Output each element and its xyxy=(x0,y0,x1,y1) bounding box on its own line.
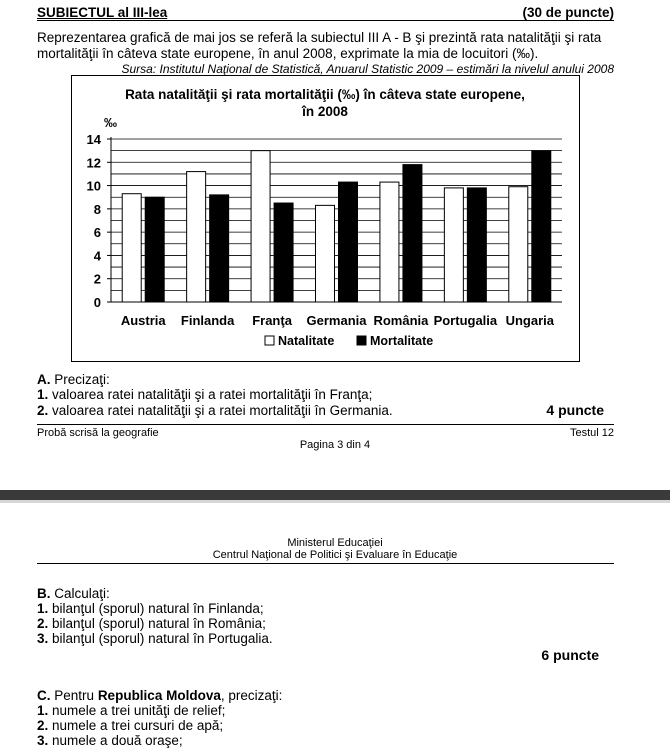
bar-mortalitate-4 xyxy=(403,165,422,302)
bar-natalitate-2 xyxy=(251,151,270,302)
question-c-label: C. xyxy=(37,688,51,703)
page2-header-rule xyxy=(37,563,614,564)
question-c xyxy=(37,688,282,703)
question-a-intro: Precizaţi: xyxy=(54,372,110,387)
item-text: valoarea ratei natalităţii şi a ratei mortalităţii în Franţa; xyxy=(52,387,373,402)
question-a-label: A. xyxy=(37,372,51,387)
item-number: 2. xyxy=(37,616,49,631)
x-tick-label: Ungaria xyxy=(505,313,554,328)
x-tick-label: Finlanda xyxy=(180,313,235,328)
header-rule xyxy=(37,20,614,21)
question-b-item xyxy=(37,631,273,646)
item-text: numele a două oraşe; xyxy=(52,733,183,748)
question-b-item xyxy=(37,601,264,616)
points-total: (30 de puncte) xyxy=(522,5,614,20)
question-b-points: 6 puncte xyxy=(541,647,599,663)
footer-test: Testul 12 xyxy=(569,427,614,439)
bar-natalitate-1 xyxy=(187,172,206,302)
question-a-item xyxy=(37,387,372,402)
bar-mortalitate-0 xyxy=(145,197,164,302)
question-a-item xyxy=(37,403,393,418)
y-tick-label: 14 xyxy=(86,132,101,147)
item-number: 3. xyxy=(37,631,49,646)
y-tick-label: 4 xyxy=(93,248,101,264)
legend-swatch-natalitate xyxy=(265,336,274,345)
y-tick-label: 12 xyxy=(86,155,101,171)
footer-rule xyxy=(37,424,614,425)
question-b xyxy=(37,586,110,601)
question-b-intro: Calculaţi: xyxy=(54,586,110,601)
bar-natalitate-6 xyxy=(509,187,528,302)
legend-label-natalitate: Natalitate xyxy=(278,334,335,348)
legend-swatch-mortalitate xyxy=(357,336,366,345)
page-number: Pagina 3 din 4 xyxy=(299,439,371,451)
footer-exam: Probă scrisă la geografie xyxy=(37,427,159,439)
bar-mortalitate-3 xyxy=(339,182,358,302)
y-axis-label: ‰ xyxy=(104,115,117,130)
item-number: 3. xyxy=(37,733,49,748)
question-b-item xyxy=(37,616,266,631)
item-number: 2. xyxy=(37,403,49,418)
question-c-item xyxy=(37,718,223,733)
item-number: 1. xyxy=(37,387,49,402)
bar-mortalitate-6 xyxy=(532,151,551,302)
y-tick-label: 2 xyxy=(93,271,101,287)
legend-label-mortalitate: Mortalitate xyxy=(370,334,434,348)
bar-natalitate-4 xyxy=(380,182,399,302)
item-text: bilanţul (sporul) natural în Portugalia. xyxy=(52,631,273,646)
center-header: Centrul Naţional de Politici şi Evaluare în Educaţie xyxy=(212,549,458,561)
question-a xyxy=(37,372,110,387)
question-c-intro: Pentru xyxy=(54,688,95,703)
bar-mortalitate-2 xyxy=(274,203,293,302)
item-text: numele a trei unităţi de relief; xyxy=(52,703,226,718)
bar-chart xyxy=(71,75,580,362)
x-tick-label: România xyxy=(373,313,429,328)
x-tick-label: Portugalia xyxy=(433,313,498,328)
chart-title: Rata natalităţii şi rata mortalităţii (‰) în câteva state europene, xyxy=(125,87,525,102)
y-tick-label: 6 xyxy=(93,225,101,241)
y-tick-label: 0 xyxy=(93,295,101,310)
item-text: bilanţul (sporul) natural în Finlanda; xyxy=(52,601,264,616)
question-c-item xyxy=(37,703,225,718)
bar-natalitate-0 xyxy=(122,194,141,302)
bar-natalitate-5 xyxy=(444,188,463,302)
item-number: 1. xyxy=(37,601,49,616)
bar-mortalitate-1 xyxy=(210,195,229,302)
item-number: 2. xyxy=(37,718,49,733)
x-tick-label: Germania xyxy=(306,313,367,328)
item-text: numele a trei cursuri de apă; xyxy=(52,718,224,733)
x-tick-label: Austria xyxy=(120,313,166,328)
question-c-intro-end: , precizaţi: xyxy=(220,688,283,703)
ministry-header: Ministerul Educaţiei xyxy=(287,537,383,549)
x-tick-label: Franţa xyxy=(252,313,292,328)
item-text: valoarea ratei natalităţii şi a ratei mortalităţii în Germania. xyxy=(52,403,393,418)
bar-mortalitate-5 xyxy=(467,188,486,302)
question-c-country: Republica Moldova xyxy=(97,688,221,703)
question-c-item xyxy=(37,733,183,748)
intro-line-2: mortalităţii în câteva state europene, în anul 2008, exprimate la mia de locuitori (‰). xyxy=(37,46,539,61)
bar-natalitate-3 xyxy=(316,205,335,302)
question-b-label: B. xyxy=(37,586,51,601)
intro-line-1: Reprezentarea grafică de mai jos se referă la subiectul III A - B şi prezintă rata natalităţii şi rata xyxy=(37,30,602,45)
item-text: bilanţul (sporul) natural în România; xyxy=(52,616,266,631)
item-number: 1. xyxy=(37,703,49,718)
chart-title-line-2: în 2008 xyxy=(302,104,348,119)
page-separator-shadow xyxy=(0,500,670,503)
subject-title: SUBIECTUL al III-lea xyxy=(37,5,168,20)
question-a-points: 4 puncte xyxy=(546,402,604,418)
y-tick-label: 8 xyxy=(93,201,101,217)
source-note: Sursa: Institutul Naţional de Statistică, Anuarul Statistic 2009 – estimări la nivelul anului 2008 xyxy=(121,62,614,76)
y-tick-label: 10 xyxy=(86,178,101,194)
page-separator xyxy=(0,490,670,500)
